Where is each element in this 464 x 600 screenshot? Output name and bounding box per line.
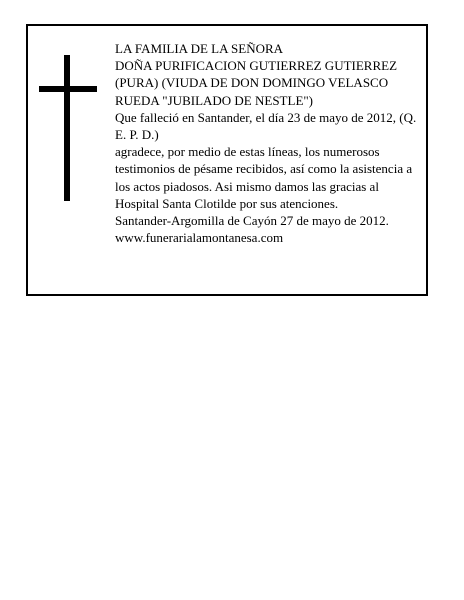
obituary-notice [26,24,428,296]
death-statement: Que falleció en Santander, el día 23 de mayo de 2012, (Q. E. P. D.) [115,109,417,143]
deceased-name: DOÑA PURIFICACION GUTIERREZ GUTIERREZ (PURA) (VIUDA DE DON DOMINGO VELASCO RUEDA "JUBILADO DE NESTLE") [115,58,398,108]
place-and-date: Santander-Argomilla de Cayón 27 de mayo de 2012. [115,213,389,229]
gratitude-message: agradece, por medio de estas líneas, los numerosos testimonios de pésame recibidos, así como la asistencia a los actos piadosos. Asi mismo damos las gracias al Hospital Santa Clotilde por sus atenciones. [115,144,413,211]
cross-icon [36,55,98,201]
notice-text [115,40,423,246]
funeral-home-website: www.funerarialamontanesa.com [115,230,284,246]
cross-vertical-bar [64,55,70,201]
family-heading: LA FAMILIA DE LA SEÑORA [115,41,284,56]
cross-horizontal-bar [39,86,97,92]
